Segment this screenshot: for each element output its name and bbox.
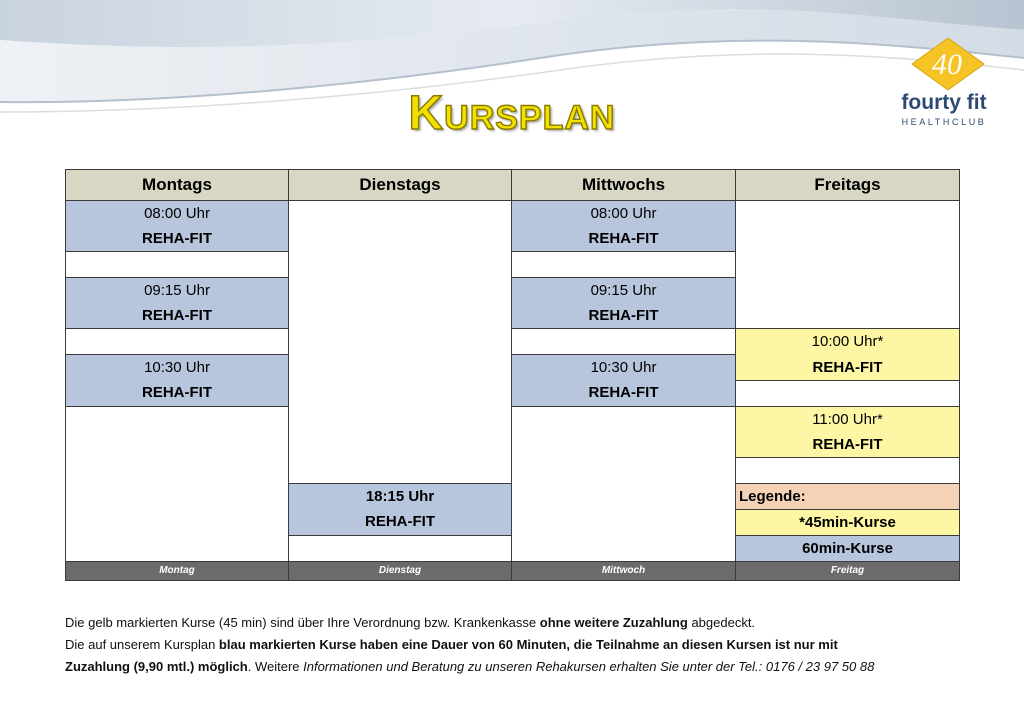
wednesday-slot-2-time: 09:15 Uhr: [512, 278, 736, 304]
footer-day-friday: Freitag: [736, 561, 960, 580]
table-footer-row: [66, 561, 960, 580]
day-header-friday: Freitags: [736, 170, 960, 201]
friday-empty-gap: [736, 457, 960, 483]
note-3-text: . Weitere: [247, 659, 304, 674]
monday-gap: [66, 252, 289, 278]
day-header-monday: Montags: [66, 170, 289, 201]
note-3-contact: Informationen und Beratung zu unseren Rehakursen erhalten Sie unter der Tel.: 0176 / 23 97 50 88: [303, 659, 875, 674]
tuesday-gap: [289, 535, 512, 561]
logo-subtitle: HEALTHCLUB: [901, 117, 987, 127]
monday-slot-2-time: 09:15 Uhr: [66, 278, 289, 304]
course-schedule-table: [65, 169, 960, 581]
monday-slot-1-time: 08:00 Uhr: [66, 201, 289, 227]
friday-gap: [736, 380, 960, 406]
monday-gap: [66, 329, 289, 355]
note-1-end: abgedeckt.: [687, 615, 756, 630]
wednesday-slot-1-course: REHA-FIT: [512, 226, 736, 252]
friday-empty-block: [736, 201, 960, 329]
monday-slot-3-time: 10:30 Uhr: [66, 355, 289, 381]
footer-day-wednesday: Mittwoch: [512, 561, 736, 580]
day-header-wednesday: Mittwochs: [512, 170, 736, 201]
monday-empty-block: [66, 406, 289, 561]
table-row: [66, 380, 960, 406]
note-1-bold: ohne weitere Zuzahlung: [539, 615, 688, 630]
wednesday-slot-3-time: 10:30 Uhr: [512, 355, 736, 381]
note-3-bold: Zuzahlung (9,90 mtl.) möglich: [65, 659, 248, 674]
table-row: [66, 406, 960, 432]
tuesday-slot-1-time: 18:15 Uhr: [289, 483, 512, 509]
note-line-3: [65, 656, 985, 678]
day-header-tuesday: Dienstags: [289, 170, 512, 201]
logo-number: 40: [932, 48, 962, 81]
monday-slot-2-course: REHA-FIT: [66, 303, 289, 329]
table-header-row: [66, 170, 960, 201]
friday-slot-2-course: REHA-FIT: [736, 432, 960, 458]
monday-slot-1-course: REHA-FIT: [66, 226, 289, 252]
wednesday-slot-1-time: 08:00 Uhr: [512, 201, 736, 227]
friday-slot-1-time: 10:00 Uhr*: [736, 329, 960, 355]
table-row: [66, 355, 960, 381]
tuesday-empty-block: [289, 201, 512, 484]
tuesday-slot-1-course: REHA-FIT: [289, 509, 512, 535]
footer-day-tuesday: Dienstag: [289, 561, 512, 580]
fourty-fit-logo: [890, 38, 1020, 134]
wednesday-gap: [512, 252, 736, 278]
legend-blue-60min: 60min-Kurse: [736, 535, 960, 561]
wednesday-gap: [512, 329, 736, 355]
legend-title: Legende:: [736, 483, 960, 509]
wednesday-slot-2-course: REHA-FIT: [512, 303, 736, 329]
friday-slot-2-time: 11:00 Uhr*: [736, 406, 960, 432]
note-line-1: [65, 612, 985, 634]
footer-day-monday: Montag: [66, 561, 289, 580]
note-line-2: [65, 634, 985, 656]
table-row: [66, 201, 960, 227]
legend-yellow-45min: *45min-Kurse: [736, 509, 960, 535]
friday-slot-1-course: REHA-FIT: [736, 355, 960, 381]
wednesday-slot-3-course: REHA-FIT: [512, 380, 736, 406]
monday-slot-3-course: REHA-FIT: [66, 380, 289, 406]
page-title: Kursplan: [408, 87, 616, 140]
note-2-text: Die auf unserem Kursplan: [65, 637, 219, 652]
wednesday-empty-block: [512, 406, 736, 561]
table-row: [66, 329, 960, 355]
note-2-bold: blau markierten Kurse haben eine Dauer von 60 Minuten, die Teilnahme an diesen Kursen ist nur mit: [218, 637, 838, 652]
info-notes: [65, 612, 985, 678]
note-1-text: Die gelb markierten Kurse (45 min) sind über Ihre Verordnung bzw. Krankenkasse: [65, 615, 540, 630]
logo-name: fourty fit: [901, 91, 987, 114]
